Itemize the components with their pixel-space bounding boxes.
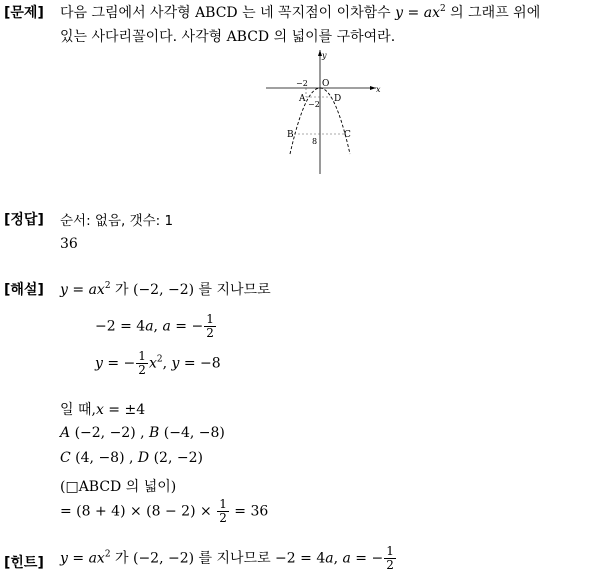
parabola-figure bbox=[262, 50, 386, 176]
fraction-one-half: $\frac{1}{2}$ bbox=[138, 349, 146, 377]
y-tick-minus-2: −2 bbox=[308, 100, 320, 109]
problem-line-1: 다음 그림에서 사각형 ABCD 는 네 꼭지점이 이차함수 $y = ax^2$ 의 그래프 위에 bbox=[60, 4, 541, 21]
point-C-label: C bbox=[344, 130, 351, 140]
point-A-label: A bbox=[299, 94, 306, 104]
answer-value: 36 bbox=[60, 236, 78, 252]
solution-tag: [해설] bbox=[4, 282, 44, 298]
answer-tag: [정답] bbox=[4, 212, 44, 228]
fraction-one-half: $\frac{1}{2}$ bbox=[386, 544, 394, 572]
hint-line: $y = ax^2$ 가 (−2, −2) 를 지나므로 −2 = 4a, a = − $\frac{1}{2}$ bbox=[60, 544, 394, 572]
solution-line-2: −2 = 4a, a = − $\frac{1}{2}$ bbox=[95, 312, 214, 340]
problem-tag: [문제] bbox=[4, 5, 44, 21]
fraction-one-half: $\frac{1}{2}$ bbox=[206, 312, 214, 340]
problem-line-2: 있는 사다리꼴이다. 사각형 ABCD 의 넓이를 구하여라. bbox=[60, 29, 396, 45]
fraction-one-half: $\frac{1}{2}$ bbox=[219, 497, 227, 525]
x-axis-label: x bbox=[376, 85, 381, 94]
point-B-label: B bbox=[287, 130, 294, 140]
solution-line-8: = (8 + 4) × (8 − 2) × $\frac{1}{2}$ = 36 bbox=[60, 497, 269, 525]
point-D-label: D bbox=[334, 94, 342, 104]
solution-line-1: $y = ax^2$ 가 (−2, −2) 를 지나므로 bbox=[60, 281, 271, 298]
solution-line-3: y = − $\frac{1}{2}$ $x^2$, y = −8 bbox=[95, 349, 221, 377]
solution-line-4: 일 때,x = ±4 bbox=[60, 402, 146, 418]
y-tick-minus-8: 8 bbox=[312, 137, 318, 146]
x-tick-minus-2: −2 bbox=[296, 79, 308, 88]
y-axis-label: y bbox=[322, 51, 327, 60]
origin-label: O bbox=[322, 79, 330, 89]
solution-line-5: A (−2, −2) , B (−4, −8) bbox=[60, 425, 225, 441]
hint-tag: [힌트] bbox=[4, 555, 44, 571]
solution-line-6: C (4, −8) , D (2, −2) bbox=[60, 450, 203, 466]
answer-meta: 순서: 없음, 갯수: 1 bbox=[60, 213, 174, 229]
solution-line-7: (□ABCD 의 넓이) bbox=[60, 479, 177, 495]
